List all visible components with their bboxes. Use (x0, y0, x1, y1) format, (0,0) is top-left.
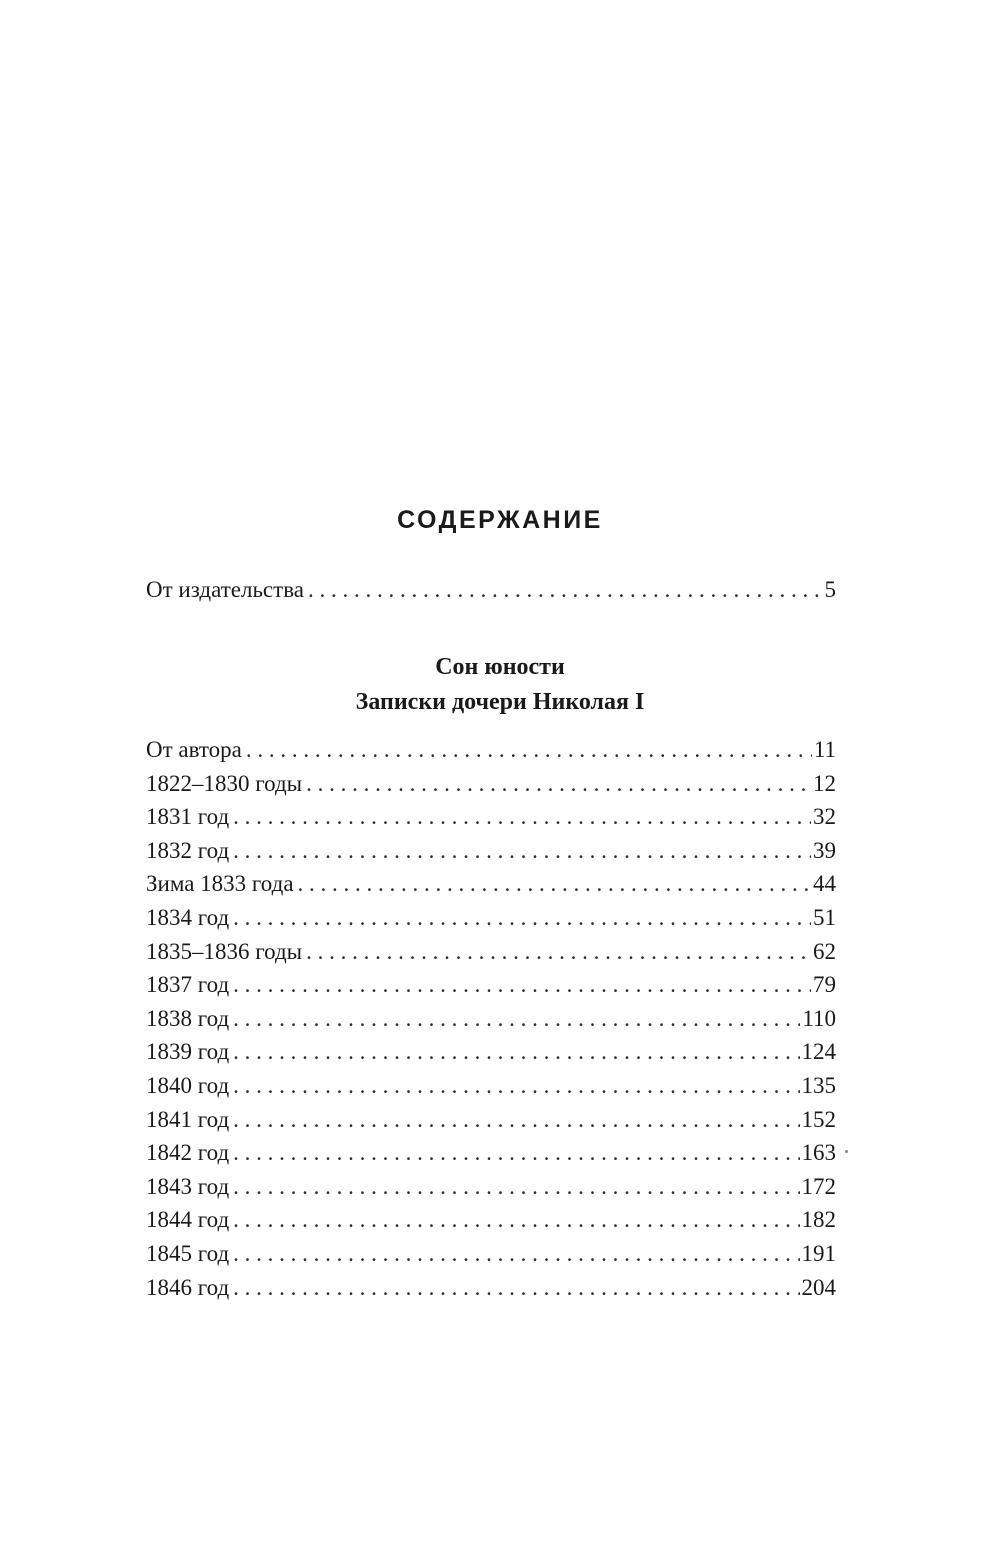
toc-entry[interactable] (146, 1035, 836, 1069)
dot-leader (306, 767, 811, 801)
toc-entry-page: 163 (801, 1140, 836, 1166)
toc-entry[interactable] (146, 733, 836, 767)
toc-entry-page: 12 (813, 770, 836, 796)
dot-leader (298, 867, 811, 901)
toc-entry[interactable] (146, 1069, 836, 1103)
scan-speck (845, 1150, 848, 1153)
part-heading-line2: Записки дочери Николая I (355, 689, 645, 715)
dot-leader (233, 1237, 799, 1271)
dot-leader (233, 1170, 799, 1204)
toc-entry[interactable] (146, 935, 836, 969)
toc-entry-title: 1822–1830 годы (146, 770, 303, 796)
toc-entry-title: 1839 год (146, 1039, 230, 1065)
toc-entry[interactable] (146, 901, 836, 935)
toc-entry[interactable] (146, 1170, 836, 1204)
toc-entry[interactable] (146, 1103, 836, 1137)
toc-entry-title: 1834 год (146, 904, 230, 930)
toc-entry-title: 1832 год (146, 837, 230, 863)
toc-entry-title: 1835–1836 годы (146, 938, 303, 964)
dot-leader (233, 834, 811, 868)
dot-leader (246, 733, 812, 767)
dot-leader (233, 1035, 799, 1069)
toc-entry-title: 1846 год (146, 1274, 230, 1300)
toc-entry-page: 204 (801, 1274, 836, 1300)
toc-entry-page: 39 (813, 837, 836, 863)
toc-entry[interactable] (146, 767, 836, 801)
toc-entry-page: 110 (802, 1005, 836, 1031)
toc-entry-page: 172 (801, 1173, 836, 1199)
toc-entry[interactable] (146, 573, 836, 607)
toc-entry-title: 1844 год (146, 1207, 230, 1233)
toc-entry[interactable] (146, 834, 836, 868)
part-entries-list (146, 733, 836, 1304)
toc-entry-page: 79 (813, 972, 836, 998)
toc-entry-page: 191 (801, 1240, 836, 1266)
toc-entry-title: 1831 год (146, 804, 230, 830)
dot-leader (233, 1069, 799, 1103)
toc-entry[interactable] (146, 1002, 836, 1036)
toc-entry-page: 44 (813, 871, 836, 897)
toc-entry-page: 124 (801, 1039, 836, 1065)
toc-entry-page: 11 (813, 737, 836, 762)
dot-leader (308, 573, 823, 607)
front-matter-list (146, 573, 836, 607)
toc-entry-title: 1843 год (146, 1173, 230, 1199)
toc-entry[interactable] (146, 1136, 836, 1170)
toc-entry-title: 1840 год (146, 1072, 230, 1098)
toc-entry-page: 51 (813, 904, 836, 930)
toc-entry[interactable] (146, 968, 836, 1002)
toc-entry-title: 1837 год (146, 972, 230, 998)
toc-entry-title: Зима 1833 года (146, 871, 294, 897)
toc-entry[interactable] (146, 800, 836, 834)
toc-entry-title: 1838 год (146, 1005, 230, 1031)
toc-entry-page: 62 (813, 938, 836, 964)
toc-entry-title: 1842 год (146, 1140, 230, 1166)
toc-entry-page: 32 (813, 804, 836, 830)
toc-entry[interactable] (146, 1271, 836, 1305)
dot-leader (306, 935, 811, 969)
toc-entry[interactable] (146, 1203, 836, 1237)
toc-entry-page: 5 (824, 577, 836, 602)
toc-title: СОДЕРЖАНИЕ (397, 506, 603, 534)
toc-entry-page: 152 (801, 1106, 836, 1132)
toc-entry[interactable] (146, 1237, 836, 1271)
dot-leader (233, 1103, 799, 1137)
toc-entry-page: 135 (801, 1072, 836, 1098)
toc-entry-page: 182 (801, 1207, 836, 1233)
dot-leader (233, 968, 811, 1002)
part-heading-line1: Сон юности (435, 654, 565, 680)
toc-entry-title: 1841 год (146, 1106, 230, 1132)
toc-entry-title: От издательства (146, 577, 304, 602)
dot-leader (233, 901, 811, 935)
dot-leader (233, 1203, 799, 1237)
toc-entry-title: 1845 год (146, 1240, 230, 1266)
dot-leader (233, 1002, 800, 1036)
dot-leader (233, 1271, 799, 1305)
toc-entry-title: От автора (146, 737, 242, 762)
dot-leader (233, 800, 811, 834)
dot-leader (233, 1136, 799, 1170)
toc-entry[interactable] (146, 867, 836, 901)
